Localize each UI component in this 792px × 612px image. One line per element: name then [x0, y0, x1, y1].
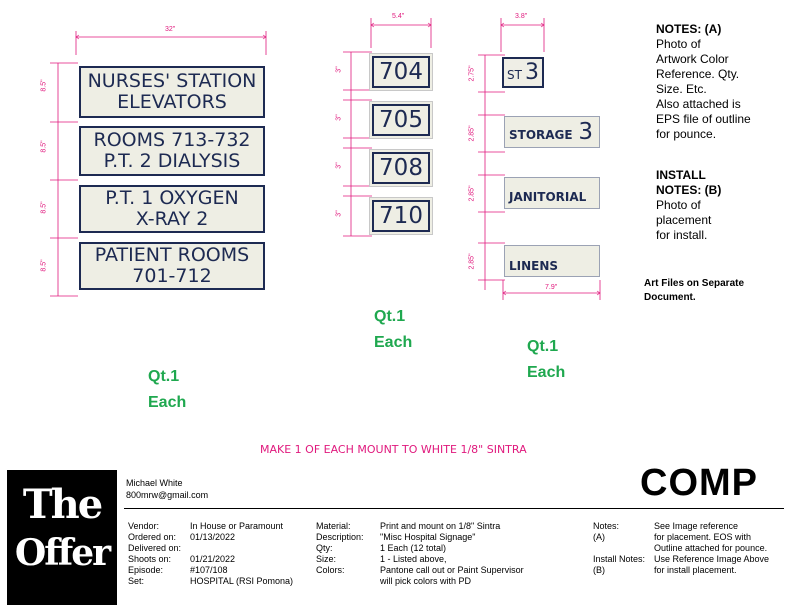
- label-blank: [593, 543, 645, 554]
- sign-line-1: ROOMS 713-732: [93, 129, 251, 151]
- st-number: 3: [524, 60, 539, 85]
- storage-number: 3: [578, 119, 593, 145]
- qty-group1: [148, 364, 186, 416]
- mid-labels: [316, 521, 364, 576]
- art-files-line: Document.: [644, 292, 696, 303]
- comp-title: COMP: [640, 462, 758, 504]
- left-values: [190, 521, 293, 587]
- sign-oxygen-xray: [79, 185, 265, 233]
- value-material: Print and mount on 1/8" Sintra: [380, 521, 501, 531]
- sign-line-1: PATIENT ROOMS: [94, 244, 250, 266]
- label-notes-a: (A): [593, 532, 605, 542]
- dim-group3-width: 3.8": [515, 13, 528, 20]
- dim-group3-height-2: 2.85": [468, 125, 476, 142]
- notes-a-line: EPS file of outline: [656, 112, 751, 126]
- st-prefix: ST: [507, 68, 522, 82]
- dim-group1-height-3: 8.5": [40, 201, 48, 214]
- value-notes-2: for placement. EOS with: [654, 532, 752, 542]
- qty-group2: [374, 304, 412, 356]
- label-vendor: Vendor:: [128, 521, 160, 531]
- sign-room-705: 705: [372, 104, 430, 136]
- value-set: HOSPITAL (RSI Pomona): [190, 576, 294, 586]
- value-shoots: 01/21/2022: [190, 554, 236, 564]
- dim-group3-bottom-width: 7.9": [545, 284, 558, 291]
- notes-a-line: for pounce.: [656, 127, 717, 141]
- value-delivered: [190, 543, 293, 554]
- dim-group2-height-3: 3": [335, 162, 343, 169]
- right-labels: [593, 521, 645, 576]
- dim-group3-height-4: 2.85": [468, 253, 476, 270]
- notes-a: [656, 22, 751, 142]
- sign-room-708: 708: [372, 152, 430, 184]
- qty-group3: [527, 334, 565, 386]
- value-qty: 1 Each (12 total): [380, 543, 447, 553]
- notes-a-line: Also attached is: [656, 97, 741, 111]
- label-ordered: Ordered on:: [128, 532, 177, 542]
- sign-line-2: 701-712: [132, 265, 212, 287]
- sign-st-3: [502, 57, 544, 88]
- value-description: "Misc Hospital Signage": [380, 532, 476, 542]
- value-colors-2: will pick colors with PD: [380, 576, 472, 586]
- contact-name: Michael White: [126, 478, 183, 488]
- qty-line: Each: [527, 364, 566, 381]
- dim-group1-height-2: 8.5": [40, 140, 48, 153]
- sign-room-704: 704: [372, 56, 430, 88]
- logo: [7, 470, 117, 605]
- dim-group1-height-4: 8.5": [40, 259, 48, 272]
- sign-rooms-dialysis: [79, 126, 265, 176]
- value-size: 1 - Listed above,: [380, 554, 447, 564]
- label-notes: Notes:: [593, 521, 620, 531]
- label-qty: Qty:: [316, 543, 333, 553]
- label-material: Material:: [316, 521, 351, 531]
- mid-values: [380, 521, 524, 587]
- dim-group3-height-3: 2.85": [468, 185, 476, 202]
- value-ordered: 01/13/2022: [190, 532, 236, 542]
- notes-b-title: NOTES: (B): [656, 183, 722, 197]
- label-episode: Episode:: [128, 565, 164, 575]
- sign-janitorial: [504, 177, 600, 209]
- sign-line-2: ELEVATORS: [117, 91, 227, 113]
- sign-patient-rooms: [79, 242, 265, 290]
- dim-group2-height-1: 3": [335, 66, 343, 73]
- notes-a-line: Reference. Qty.: [656, 67, 740, 81]
- notes-a-line: Size. Etc.: [656, 82, 707, 96]
- dim-group2-width: 5.4": [392, 13, 405, 20]
- right-values: [654, 521, 769, 576]
- sign-line-1: NURSES' STATION: [87, 70, 257, 92]
- label-colors: Colors:: [316, 565, 345, 575]
- value-notes-3: Outline attached for pounce.: [654, 543, 768, 553]
- value-vendor: In House or Paramount: [190, 521, 284, 531]
- qty-line: Each: [148, 394, 187, 411]
- notes-b-line: for install.: [656, 228, 708, 242]
- notes-b-line: placement: [656, 213, 712, 227]
- art-files-note: [644, 277, 744, 305]
- notes-a-title: NOTES: (A): [656, 22, 722, 36]
- value-install-1: Use Reference Image Above: [654, 554, 770, 564]
- label-delivered: Delivered on:: [128, 543, 182, 553]
- sign-room-710: 710: [372, 200, 430, 232]
- dim-group1-width: 32": [165, 26, 176, 33]
- notes-a-line: Artwork Color: [656, 52, 729, 66]
- qty-line: Qt.1: [527, 338, 559, 355]
- value-colors: Pantone call out or Paint Supervisor: [380, 565, 524, 575]
- label-set: Set:: [128, 576, 145, 586]
- qty-line: Each: [374, 334, 413, 351]
- storage-label: STORAGE: [509, 128, 573, 142]
- notes-a-line: Photo of: [656, 37, 701, 51]
- contact-email: 800mrw@gmail.com: [126, 490, 209, 500]
- mount-instruction: MAKE 1 OF EACH MOUNT TO WHITE 1/8" SINTRA: [260, 443, 527, 456]
- footer-divider: [124, 508, 784, 509]
- label-size: Size:: [316, 554, 337, 564]
- logo-line-1: The: [22, 481, 102, 528]
- sign-nurses-station: [79, 66, 265, 118]
- notes-b: [656, 168, 721, 243]
- dim-group2-height-2: 3": [335, 114, 343, 121]
- sign-storage: [504, 116, 600, 148]
- qty-line: Qt.1: [148, 368, 180, 385]
- notes-b-title: INSTALL: [656, 168, 706, 182]
- sign-line-1: P.T. 1 OXYGEN: [105, 187, 239, 209]
- notes-b-line: Photo of: [656, 198, 701, 212]
- left-labels: [128, 521, 181, 587]
- qty-line: Qt.1: [374, 308, 406, 325]
- value-notes-1: See Image reference: [654, 521, 739, 531]
- label-description: Description:: [316, 532, 364, 542]
- sign-line-2: X-RAY 2: [135, 208, 209, 230]
- value-episode: #107/108: [190, 565, 228, 575]
- art-files-line: Art Files on Separate: [644, 278, 745, 289]
- label-install-notes: Install Notes:: [593, 554, 646, 564]
- dim-group3-height-1: 2.75": [468, 65, 476, 82]
- linens-label: LINENS: [509, 259, 559, 273]
- value-install-2: for install placement.: [654, 565, 737, 575]
- dim-group1-height-1: 8.5": [40, 79, 48, 92]
- label-shoots: Shoots on:: [128, 554, 172, 564]
- label-install-b: (B): [593, 565, 605, 575]
- sign-line-2: P.T. 2 DIALYSIS: [103, 150, 241, 172]
- sign-linens: [504, 245, 600, 277]
- dim-group2-height-4: 3": [335, 210, 343, 217]
- janitorial-label: JANITORIAL: [509, 190, 587, 204]
- logo-line-2: Offer: [14, 532, 110, 574]
